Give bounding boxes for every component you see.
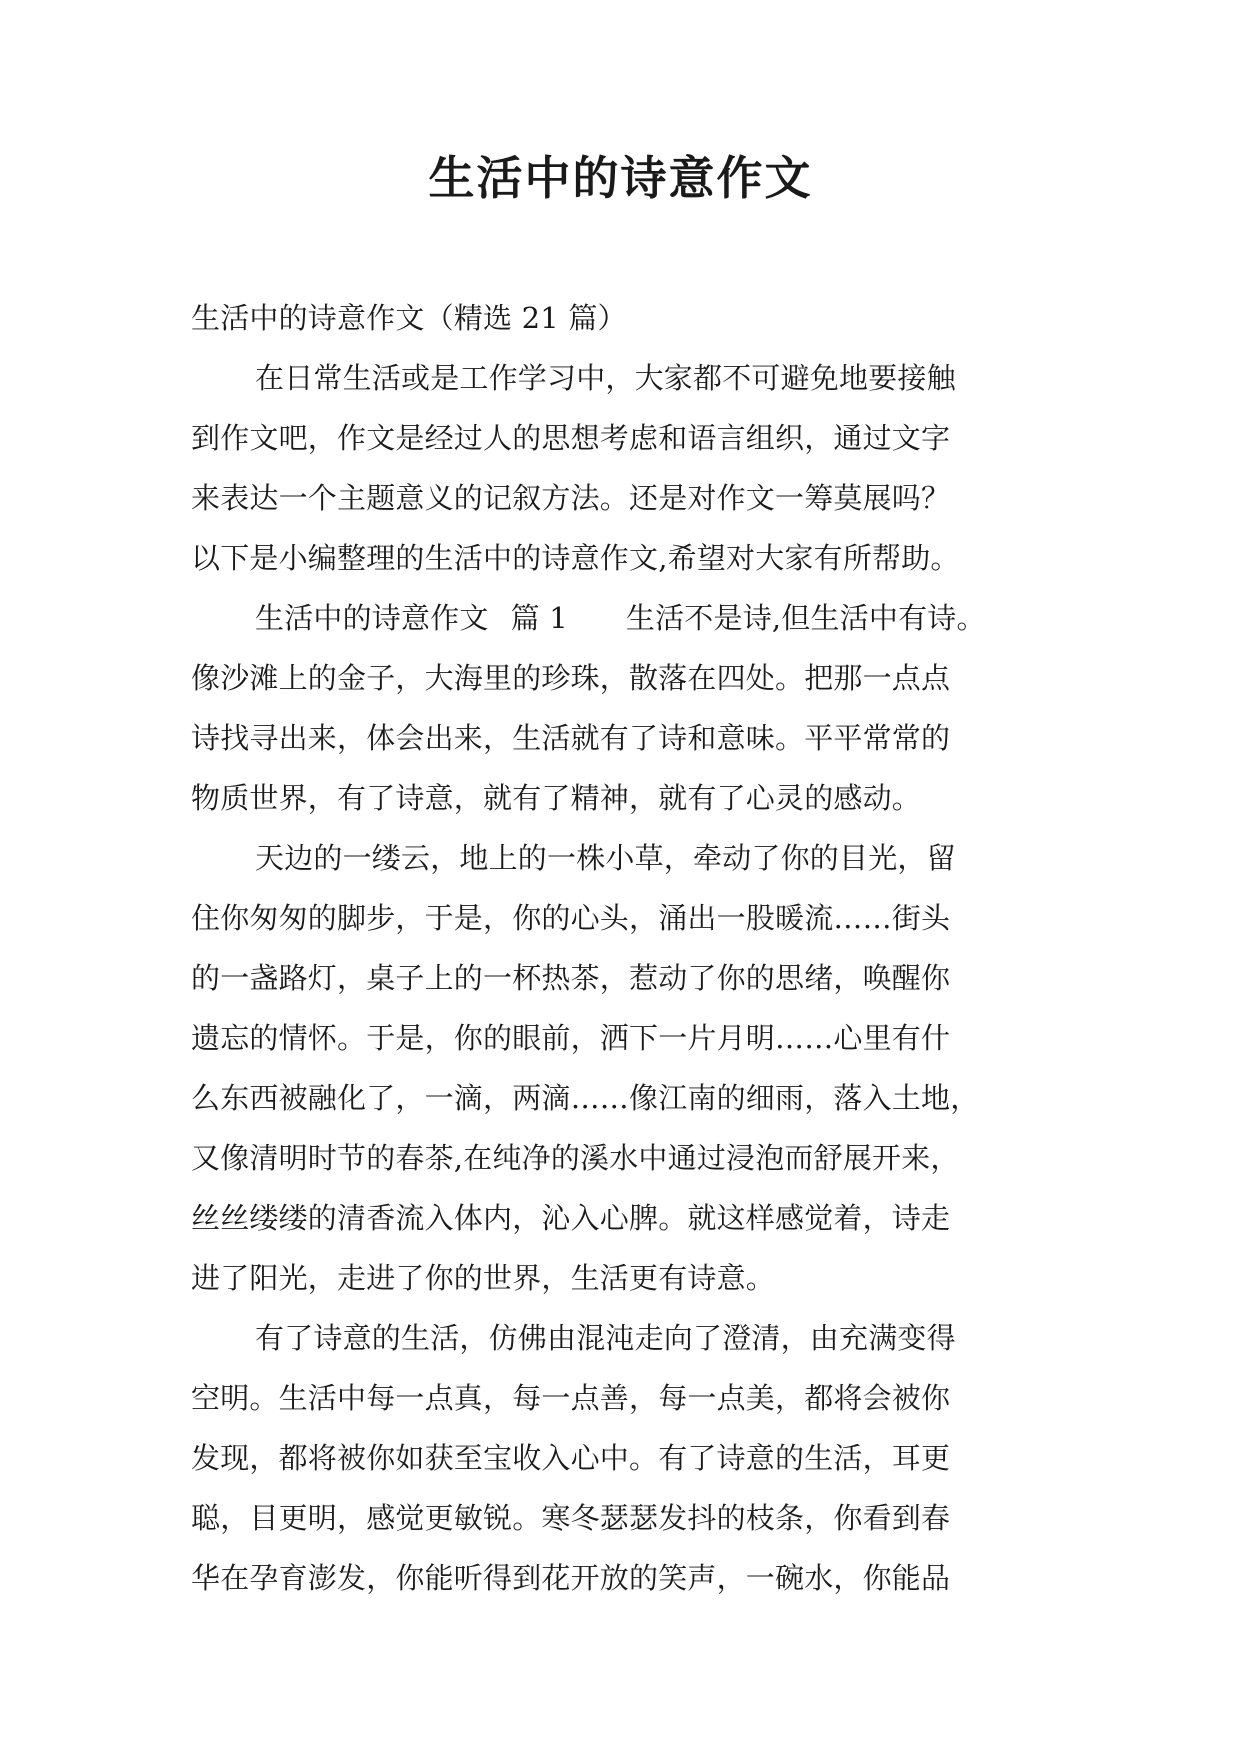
paragraph-line: 遗忘的情怀。于是，你的眼前，洒下一片月明……心里有什: [191, 1021, 951, 1055]
paragraph-line: 进了阳光，走进了你的世界，生活更有诗意。: [191, 1261, 776, 1295]
section-first-sentence: 生活不是诗,但生活中有诗。: [625, 601, 986, 635]
section-title: 生活中的诗意作文: [255, 601, 489, 635]
paragraph-line: 有了诗意的生活，仿佛由混沌走向了澄清，由充满变得: [255, 1321, 956, 1355]
document-title: 生活中的诗意作文: [428, 151, 813, 205]
paragraph-line: 么东西被融化了，一滴，两滴……像江南的细雨，落入土地，: [191, 1081, 980, 1115]
section-heading-line: [191, 588, 1191, 648]
paragraph-line: 华在孕育澎发，你能听得到花开放的笑声，一碗水，你能品: [191, 1561, 951, 1595]
paragraph-line: 物质世界，有了诗意，就有了精神，就有了心灵的感动。: [191, 781, 922, 815]
paragraph-line: 丝丝缕缕的清香流入体内，沁入心脾。就这样感觉着，诗走: [191, 1201, 951, 1235]
document-body: [191, 288, 1191, 1608]
paragraph-line: 空明。生活中每一点真，每一点善，每一点美，都将会被你: [191, 1381, 951, 1415]
paragraph-line: 住你匆匆的脚步，于是，你的心头，涌出一股暖流……街头: [191, 901, 951, 935]
paragraph-line: 天边的一缕云，地上的一株小草，牵动了你的目光，留: [255, 841, 956, 875]
paragraph-line: 到作文吧，作文是经过人的思想考虑和语言组织，通过文字: [191, 421, 951, 455]
paragraph-line: 又像清明时节的春茶,在纯净的溪水中通过浸泡而舒展开来，: [191, 1141, 960, 1175]
paragraph-line: 在日常生活或是工作学习中，大家都不可避免地要接触: [255, 361, 956, 395]
paragraph-line: 来表达一个主题意义的记叙方法。还是对作文一筹莫展吗？: [191, 481, 951, 515]
paragraph-line: 聪，目更明，感觉更敏锐。寒冬瑟瑟发抖的枝条，你看到春: [191, 1501, 951, 1535]
paragraph-line: 的一盏路灯，桌子上的一杯热茶，惹动了你的思绪，唤醒你: [191, 961, 951, 995]
subtitle-line: 生活中的诗意作文（精选 21 篇）: [191, 301, 627, 335]
paragraph-line: 发现，都将被你如获至宝收入心中。有了诗意的生活，耳更: [191, 1441, 951, 1475]
section-number: 篇 1: [510, 601, 568, 635]
paragraph-line: 像沙滩上的金子，大海里的珍珠，散落在四处。把那一点点: [191, 661, 951, 695]
paragraph-line: 以下是小编整理的生活中的诗意作文,希望对大家有所帮助。: [191, 541, 960, 575]
paragraph-line: 诗找寻出来，体会出来，生活就有了诗和意味。平平常常的: [191, 721, 951, 755]
